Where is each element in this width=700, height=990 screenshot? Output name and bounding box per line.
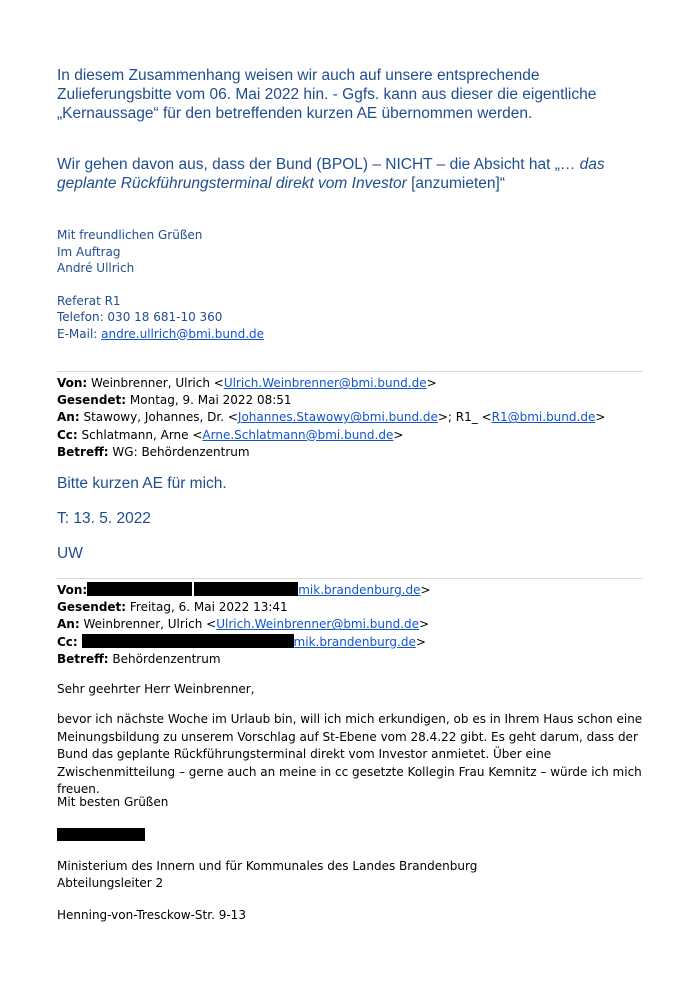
mail2-sent-line: Gesendet: Freitag, 6. Mai 2022 13:41	[57, 600, 288, 615]
redaction-bar	[82, 634, 294, 648]
mail1-header	[57, 375, 605, 461]
signature-greeting: Mit freundlichen Grüßen	[57, 228, 203, 242]
divider-2	[57, 578, 643, 579]
mail2-salutation: Sehr geehrter Herr Weinbrenner,	[57, 682, 255, 696]
mail1-to-line: An: Stawowy, Johannes, Dr. <Johannes.Stawowy@bmi.bund.de>; R1_ <R1@bmi.bund.de>	[57, 410, 606, 425]
mail1-subject-line: Betreff: WG: Behördenzentrum	[57, 444, 250, 459]
mail2-cc-line: Cc: mik.brandenburg.de>	[57, 634, 426, 649]
divider-1	[57, 371, 643, 372]
intro-paragraph-1: In diesem Zusammenhang weisen wir auch auf unsere entsprechende Zulieferungsbitte vom 06. Mai 2022 hin. - Ggfs. kann aus dieser die eigentliche „Kernaussage“ für den betreffenden kurzen AE übernommen werden.	[57, 67, 597, 122]
signature-email-line: E-Mail: andre.ullrich@bmi.bund.de	[57, 326, 265, 341]
mail1-to-email-link-2[interactable]: R1@bmi.bund.de	[491, 410, 596, 425]
mail2-header	[57, 582, 431, 668]
signature-phone: Telefon: 030 18 681-10 360	[57, 310, 223, 324]
mail1-body-line-2: T: 13. 5. 2022	[57, 510, 151, 527]
mail2-cc-domain-link[interactable]: mik.brandenburg.de	[293, 634, 416, 649]
mail1-from-line: Von: Weinbrenner, Ulrich <Ulrich.Weinbrenner@bmi.bund.de>	[57, 376, 437, 390]
mail1-cc-email-link[interactable]: Arne.Schlatmann@bmi.bund.de	[202, 427, 394, 442]
mail2-address: Henning-von-Tresckow-Str. 9-13	[57, 908, 246, 922]
mail2-closing: Mit besten Grüßen	[57, 795, 169, 809]
signature-block	[57, 227, 264, 342]
intro-paragraph-2: Wir gehen davon aus, dass der Bund (BPOL) – NICHT – die Absicht hat „… das geplante Rückführungsterminal direkt vom Investor [anzumieten]“	[57, 156, 605, 192]
signature-email-link[interactable]: andre.ullrich@bmi.bund.de	[101, 326, 265, 341]
redaction-bar	[194, 582, 298, 596]
signature-redaction-bar	[57, 828, 145, 841]
mail2-to-line: An: Weinbrenner, Ulrich <Ulrich.Weinbrenner@bmi.bund.de>	[57, 617, 430, 632]
mail1-from-email-link[interactable]: Ulrich.Weinbrenner@bmi.bund.de	[223, 376, 427, 390]
mail2-body-paragraph: bevor ich nächste Woche im Urlaub bin, will ich mich erkundigen, ob es in Ihrem Haus schon eine Meinungsbildung zu unserem Vorschlag auf St-Ebene vom 28.4.22 gibt. Es geht darum, dass der Bund das geplante Rückführungsterminal direkt vom Investor anmietet. Über eine Zwischenmitteilung – gerne auch an meine in cc gesetzte Kollegin Frau Kemnitz – würde ich mich freuen.	[57, 712, 643, 796]
mail1-cc-line: Cc: Schlatmann, Arne <Arne.Schlatmann@bmi.bund.de>	[57, 427, 404, 442]
signature-auftrag: Im Auftrag	[57, 244, 121, 259]
mail2-to-email-link[interactable]: Ulrich.Weinbrenner@bmi.bund.de	[216, 617, 420, 632]
signature-referat: Referat R1	[57, 293, 121, 308]
mail2-ministry: Ministerium des Innern und für Kommunales des Landes Brandenburg	[57, 859, 478, 873]
redaction-bar	[87, 582, 192, 596]
mail1-body-line-1: Bitte kurzen AE für mich.	[57, 475, 227, 492]
intro-quote-italic: das geplante Rückführungsterminal direkt vom Investor	[57, 156, 605, 192]
mail1-sent-line: Gesendet: Montag, 9. Mai 2022 08:51	[57, 393, 292, 408]
mail2-role: Abteilungsleiter 2	[57, 876, 164, 890]
signature-name: André Ullrich	[57, 261, 135, 275]
mail2-from-line: Von: mik.brandenburg.de>	[57, 583, 431, 597]
mail2-from-domain-link[interactable]: mik.brandenburg.de	[298, 583, 421, 597]
mail1-to-email-link-1[interactable]: Johannes.Stawowy@bmi.bund.de	[237, 410, 438, 425]
mail2-subject-line: Betreff: Behördenzentrum	[57, 651, 221, 666]
mail1-body-line-3: UW	[57, 545, 83, 562]
